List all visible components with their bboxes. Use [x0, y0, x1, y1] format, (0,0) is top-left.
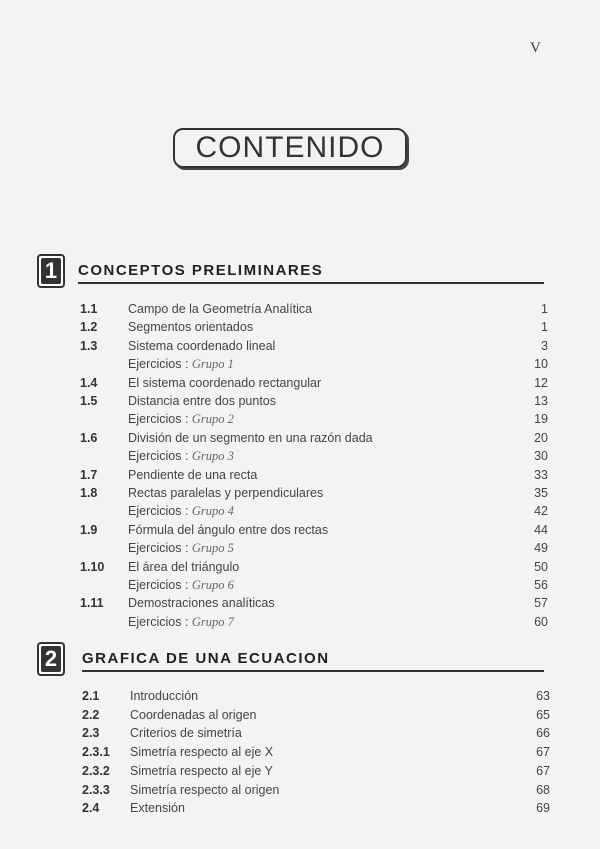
toc-entry-text [130, 743, 273, 761]
toc-entry-text [128, 447, 234, 465]
toc-entry-label: Ejercicios : [128, 614, 192, 629]
toc-entry-text [128, 576, 234, 594]
toc-entry-label: División de un segmento en una razón dada [128, 430, 373, 445]
toc-entry-group: Grupo 1 [191, 357, 234, 372]
toc-entry [78, 337, 548, 355]
chapter-2-number: 2 [41, 646, 61, 672]
toc-entry [78, 594, 548, 612]
toc-entry-label: Distancia entre dos puntos [128, 394, 277, 408]
toc-entry-text [130, 781, 279, 799]
toc-entry-text [130, 706, 256, 724]
toc-entry-page: 35 [534, 486, 548, 500]
chapter-1-number: 1 [41, 258, 61, 284]
toc-entry-text [128, 392, 276, 410]
toc-entry [78, 484, 548, 502]
toc-entry-page: 20 [534, 430, 548, 445]
toc-entry-group: Grupo 4 [191, 504, 234, 519]
toc-entry [78, 558, 548, 576]
toc-entry-page: 56 [534, 578, 548, 592]
toc-entry-page: 57 [534, 596, 548, 611]
toc-entry-label: Coordenadas al origen [130, 707, 257, 722]
toc-entry-number: 1.8 [80, 486, 98, 500]
toc-entry-page: 67 [536, 763, 550, 778]
toc-entry-label: Extensión [130, 801, 185, 816]
toc-entry-page: 1 [541, 320, 548, 335]
toc-entry-number: 1.2 [80, 320, 98, 335]
toc-entry-number: 2.3 [82, 726, 100, 741]
toc-entry-group: Grupo 7 [191, 614, 234, 629]
chapter-2-badge [37, 642, 65, 676]
toc-entry-text [128, 337, 275, 355]
toc-entry-text [128, 558, 239, 576]
toc-entry-number: 1.11 [80, 596, 104, 611]
toc-entry-page: 12 [534, 375, 548, 390]
toc-entry-text [128, 613, 234, 631]
toc-entry-group: Grupo 3 [191, 449, 234, 464]
toc-entry-number: 2.3.3 [82, 782, 110, 797]
toc-entry-label: Ejercicios : [128, 504, 192, 519]
toc-entry-text [130, 687, 198, 705]
toc-entry-number: 1.1 [80, 302, 98, 316]
toc-entry [78, 576, 548, 594]
toc-entry-page: 66 [536, 726, 550, 741]
toc-entry-group: Grupo 2 [191, 412, 234, 427]
toc-entry-page: 65 [536, 707, 550, 722]
toc-entry-page: 19 [534, 412, 548, 427]
toc-entry-label: Simetría respecto al eje Y [130, 763, 273, 778]
toc-entry-page: 63 [536, 689, 550, 703]
toc-entry-text [128, 429, 373, 447]
toc-entry-page: 33 [534, 467, 548, 482]
toc-entry-number: 2.3.2 [82, 763, 110, 778]
toc-entry-page: 60 [534, 614, 548, 629]
toc-entry-label: El área del triángulo [128, 559, 240, 574]
toc-entry-text [128, 502, 234, 520]
toc-entry-number: 2.4 [82, 801, 100, 816]
toc-entry-page: 67 [536, 745, 550, 760]
toc-entry [78, 466, 548, 484]
toc-entry-text [128, 466, 257, 484]
page-title: CONTENIDO [173, 128, 407, 168]
toc-entry-label: Ejercicios : [128, 541, 192, 556]
toc-entry-number: 1.6 [80, 430, 98, 445]
toc-entry-group: Grupo 6 [191, 578, 234, 592]
toc-entry-label: Fórmula del ángulo entre dos rectas [128, 522, 329, 537]
toc-entry [80, 799, 550, 817]
toc-entry [78, 318, 548, 336]
toc-entry [78, 521, 548, 539]
toc-entry-number: 1.5 [80, 394, 98, 408]
toc-entry-page: 44 [534, 522, 548, 537]
toc-entry [78, 613, 548, 631]
toc-entry-page: 3 [541, 338, 548, 353]
toc-entry-group: Grupo 5 [191, 541, 234, 556]
toc-entry-text [128, 374, 321, 392]
chapter-2-title: GRAFICA DE UNA ECUACION [82, 650, 544, 672]
toc-entry-text [128, 484, 323, 502]
toc-entry-text [128, 521, 328, 539]
toc-entry [78, 502, 548, 520]
toc-entry-page: 50 [534, 559, 548, 574]
toc-entry [80, 781, 550, 799]
toc-entry-label: Ejercicios : [128, 357, 192, 372]
toc-entry-label: Ejercicios : [128, 578, 192, 592]
toc-entry-text [128, 355, 234, 373]
toc-entry-page: 30 [534, 449, 548, 464]
toc-entry-page: 69 [536, 801, 550, 816]
toc-entry-text [130, 762, 273, 780]
toc-entry [80, 762, 550, 780]
toc-entry [80, 743, 550, 761]
toc-entry [80, 687, 550, 705]
toc-entry [78, 429, 548, 447]
toc-entry-number: 2.2 [82, 707, 100, 722]
toc-entry-number: 1.7 [80, 467, 98, 482]
toc-entry-number: 1.10 [80, 559, 105, 574]
toc-entry-text [128, 410, 234, 428]
toc-entry [78, 447, 548, 465]
chapter-1-title: CONCEPTOS PRELIMINARES [78, 262, 544, 284]
toc-entry-label: Sistema coordenado lineal [128, 338, 276, 353]
toc-entry-page: 13 [534, 394, 548, 408]
toc-entry-label: Demostraciones analíticas [128, 596, 275, 611]
toc-entry-label: Campo de la Geometría Analítica [128, 302, 313, 316]
toc-entry-text [128, 594, 275, 612]
toc-entry [78, 355, 548, 373]
toc-entry-label: Simetría respecto al origen [130, 782, 280, 797]
toc-entry-number: 2.1 [82, 689, 100, 703]
toc-entry-label: Segmentos orientados [128, 320, 254, 335]
toc-entry [78, 374, 548, 392]
toc-entry-label: Ejercicios : [128, 449, 192, 464]
toc-entry-number: 2.3.1 [82, 745, 110, 760]
toc-entry-label: El sistema coordenado rectangular [128, 375, 322, 390]
chapter-1-badge [37, 254, 65, 288]
toc-entry-label: Criterios de simetría [130, 726, 242, 741]
toc-entry [78, 392, 548, 410]
toc-entry [78, 539, 548, 557]
toc-entry-label: Pendiente de una recta [128, 467, 258, 482]
toc-entry-number: 1.3 [80, 338, 98, 353]
toc-entry-label: Simetría respecto al eje X [130, 745, 274, 760]
toc-entry-label: Rectas paralelas y perpendiculares [128, 486, 324, 500]
toc-entry [80, 724, 550, 742]
toc-entry [78, 300, 548, 318]
toc-entry [78, 410, 548, 428]
toc-entry-page: 68 [536, 782, 550, 797]
page-number: V [530, 40, 541, 56]
toc-entry-label: Ejercicios : [128, 412, 192, 427]
toc-entry [80, 706, 550, 724]
toc-entry-label: Introducción [130, 689, 199, 703]
toc-entry-page: 10 [534, 357, 548, 372]
toc-entry-text [128, 300, 312, 318]
toc-entry-text [130, 799, 185, 817]
toc-entry-number: 1.9 [80, 522, 98, 537]
toc-entry-text [128, 318, 253, 336]
toc-entry-text [128, 539, 234, 557]
toc-entry-number: 1.4 [80, 375, 98, 390]
toc-entry-text [130, 724, 242, 742]
toc-entry-page: 42 [534, 504, 548, 519]
toc-entry-page: 49 [534, 541, 548, 556]
toc-entry-page: 1 [541, 302, 548, 316]
